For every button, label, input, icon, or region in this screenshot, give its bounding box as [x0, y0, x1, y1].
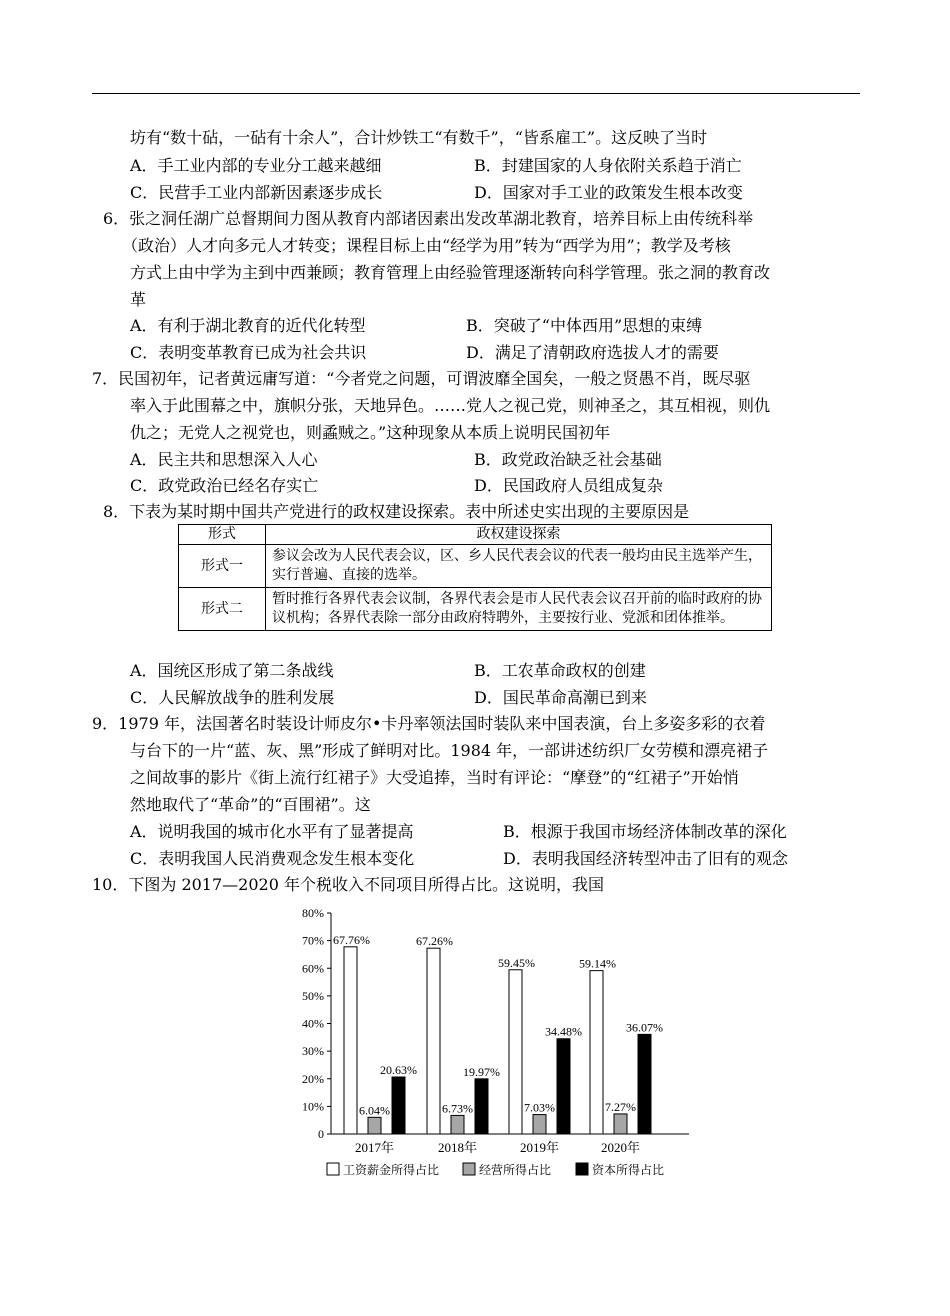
y-tick-label: 10%: [302, 1099, 324, 1114]
data-label: 34.48%: [545, 1024, 582, 1039]
data-label: 67.26%: [416, 934, 453, 949]
bar-0: [590, 971, 603, 1134]
data-label: 6.04%: [359, 1103, 390, 1118]
option-b: B．根源于我国市场经济体制改革的深化: [503, 822, 787, 841]
option-b: B．突破了“中体西用”思想的束缚: [466, 316, 703, 335]
table-header-cell: 形式: [179, 525, 266, 545]
text-line: （政治）人才向多元人才转变；课程目标上由“经学为用”转为“西学为用”；教学及考核: [122, 236, 731, 255]
table-row-text: 暂时推行各界代表会议制，各界代表会是市人民代表会议召开前的临时政府的协议机构；各界代表除一部分由政府特聘外，主要按行业、党派和团体推举。: [266, 588, 772, 631]
legend-label: 经营所得占比: [479, 1163, 552, 1177]
option-c: C．民营手工业内部新因素逐步成长: [130, 183, 383, 202]
y-tick-label: 30%: [302, 1044, 324, 1059]
option-d: D．国家对手工业的政策发生根本改变: [474, 183, 743, 202]
text-line: 方式上由中学为主到中西兼顾；教育管理上由经验管理逐渐转向科学管理。张之洞的教育改: [130, 263, 771, 282]
data-label: 6.73%: [442, 1101, 473, 1116]
x-tick-label: 2020年: [600, 1140, 641, 1155]
y-tick-label: 60%: [302, 961, 324, 976]
legend-swatch: [576, 1163, 588, 1175]
x-tick-label: 2019年: [519, 1140, 560, 1155]
question-9: 9．1979 年，法国著名时装设计师皮尔•卡丹率领法国时装队来中国表演，台上多姿多彩的衣着: [92, 714, 766, 733]
bar-0: [427, 948, 440, 1134]
income-tax-bar-chart: [300, 898, 700, 1188]
legend-swatch: [463, 1163, 475, 1175]
data-label: 20.63%: [380, 1063, 417, 1078]
question-8: 8．下表为某时期中国共产党进行的政权建设探索。表中所述史实出现的主要原因是: [103, 502, 690, 521]
y-tick-label: 50%: [302, 988, 324, 1003]
option-c: C．表明变革教育已成为社会共识: [130, 343, 367, 362]
table-header-cell: 政权建设探索: [266, 525, 772, 545]
y-tick-label: 80%: [302, 906, 324, 920]
table-row-label: 形式二: [179, 588, 266, 631]
data-label: 7.27%: [605, 1099, 636, 1114]
bar-2: [392, 1077, 405, 1134]
option-b: B．工农革命政权的创建: [474, 661, 646, 680]
question-10: 10．下图为 2017—2020 年个税收入不同项目所得占比。这说明，我国: [92, 875, 604, 894]
option-c: C．表明我国人民消费观念发生根本变化: [130, 849, 415, 868]
option-b: B．封建国家的人身依附关系趋于消亡: [474, 156, 742, 175]
y-tick-label: 40%: [302, 1016, 324, 1031]
table-row: [179, 545, 772, 588]
option-a: A．民主共和思想深入人心: [130, 450, 318, 469]
data-label: 36.07%: [626, 1020, 663, 1035]
data-label: 7.03%: [524, 1100, 555, 1115]
bar-1: [614, 1114, 627, 1134]
x-tick-label: 2017年: [354, 1140, 395, 1155]
option-b: B．政党政治缺乏社会基础: [474, 450, 662, 469]
question-6: 6．张之洞任湖广总督期间力图从教育内部诸因素出发改革湖北教育，培养目标上由传统科举: [103, 209, 754, 228]
legend-label: 资本所得占比: [592, 1163, 665, 1177]
table-row-label: 形式一: [179, 545, 266, 588]
table-row: [179, 588, 772, 631]
text-line: 与台下的一片“蓝、灰、黑”形成了鲜明对比。1984 年，一部讲述纺织厂女劳模和漂亮裙子: [130, 741, 769, 760]
bar-1: [368, 1117, 381, 1134]
table-header-row: [179, 525, 772, 545]
bar-1: [451, 1115, 464, 1134]
option-a: A．说明我国的城市化水平有了显著提高: [130, 822, 414, 841]
bar-2: [475, 1079, 488, 1134]
y-tick-label: 20%: [302, 1071, 324, 1086]
bar-2: [557, 1039, 570, 1134]
text-line: 革: [130, 290, 147, 309]
option-d: D．满足了清朝政府选拔人才的需要: [466, 343, 719, 362]
bar-0: [344, 947, 357, 1134]
option-d: D．民国政府人员组成复杂: [474, 476, 663, 495]
x-tick-label: 2018年: [437, 1140, 478, 1155]
text-line: 坊有“数十砧，一砧有十余人”，合计炒铁工“有数千”，“皆系雇工”。这反映了当时: [130, 128, 708, 147]
option-a: A．有利于湖北教育的近代化转型: [130, 316, 366, 335]
data-label: 19.97%: [463, 1064, 500, 1079]
data-label: 67.76%: [333, 932, 370, 947]
header-rule: [92, 93, 860, 94]
data-label: 59.14%: [579, 956, 616, 971]
question-7: 7．民国初年，记者黄远庸写道：“今者党之问题，可谓波靡全国矣，一般之贤愚不肖，既尽驱: [92, 369, 751, 388]
bar-0: [509, 970, 522, 1134]
option-d: D．国民革命高潮已到来: [474, 688, 647, 707]
regime-table: [178, 524, 772, 631]
legend-label: 工资薪金所得占比: [343, 1163, 440, 1177]
option-a: A．国统区形成了第二条战线: [130, 661, 334, 680]
data-label: 59.45%: [498, 955, 535, 970]
bar-2: [638, 1034, 651, 1134]
option-c: C．政党政治已经名存实亡: [130, 476, 319, 495]
y-tick-label: 70%: [302, 933, 324, 948]
text-line: 率入于此围幕之中，旗帜分张，天地异色。……党人之视己党，则神圣之，其互相视，则仇: [130, 396, 771, 415]
text-line: 仇之；无党人之视党也，则蟊贼之。”这种现象从本质上说明民国初年: [130, 423, 611, 442]
option-a: A．手工业内部的专业分工越来越细: [130, 156, 382, 175]
legend-swatch: [327, 1163, 339, 1175]
bar-1: [533, 1115, 546, 1134]
table-row-text: 参议会改为人民代表会议，区、乡人民代表会议的代表一般均由民主选举产生，实行普遍、直接的选举。: [266, 545, 772, 588]
text-line: 然地取代了“革命”的“百围裙”。这: [130, 795, 371, 814]
option-d: D．表明我国经济转型冲击了旧有的观念: [503, 849, 788, 868]
text-line: 之间故事的影片《街上流行红裙子》大受追捧，当时有评论：“摩登”的“红裙子”开始悄: [130, 768, 739, 787]
y-tick-label: 0: [318, 1127, 324, 1141]
option-c: C．人民解放战争的胜利发展: [130, 688, 335, 707]
